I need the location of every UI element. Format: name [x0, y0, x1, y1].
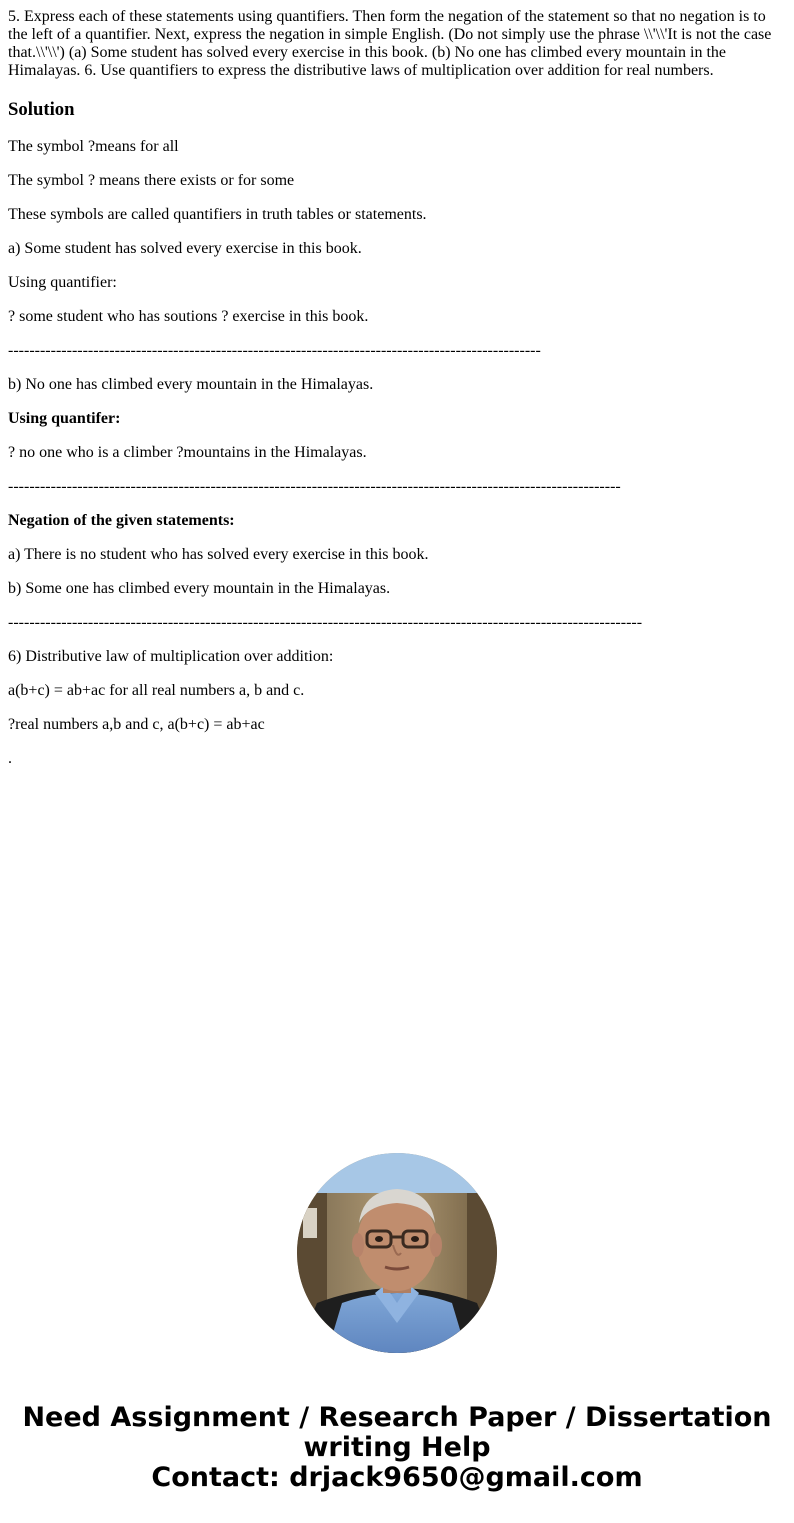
bold-heading: Negation of the given statements: — [8, 512, 235, 529]
solution-heading: Solution — [8, 99, 75, 120]
paragraph: . — [8, 750, 12, 767]
divider-line: ------------------------------------------------------------------------------------------------------------------- — [8, 478, 621, 495]
paragraph: These symbols are called quantifiers in truth tables or statements. — [8, 206, 427, 223]
paragraph: The symbol ?means for all — [8, 138, 179, 155]
paragraph: a) Some student has solved every exercise in this book. — [8, 240, 362, 257]
footer-promo — [0, 1403, 794, 1493]
paragraph: a(b+c) = ab+ac for all real numbers a, b and c. — [8, 682, 305, 699]
paragraph: Using quantifier: — [8, 274, 117, 291]
footer-contact: Contact: drjack9650@gmail.com — [151, 1462, 643, 1493]
paragraph: ?real numbers a,b and c, a(b+c) = ab+ac — [8, 716, 265, 733]
paragraph: a) There is no student who has solved every exercise in this book. — [8, 546, 429, 563]
paragraph: 6) Distributive law of multiplication over addition: — [8, 648, 334, 665]
divider-line: ----------------------------------------------------------------------------------------------------------------------- — [8, 614, 643, 631]
footer-line-1: Need Assignment / Research Paper / Dissertation writing Help — [22, 1402, 772, 1463]
paragraph: b) Some one has climbed every mountain in the Himalayas. — [8, 580, 391, 597]
paragraph: The symbol ? means there exists or for some — [8, 172, 295, 189]
question-text: 5. Express each of these statements using quantifiers. Then form the negation of the statement so that no negation is to the left of a quantifier. Next, express the negation in simple English. (Do not simply use the phrase \\'\\'It is not the case that.\\'\\') (a) Some student has solved every exercise in this book. (b) No one has climbed every mountain in the Himalayas. 6. Use quantifiers to express the distributive laws of multiplication over addition for real numbers. — [8, 8, 772, 79]
avatar — [297, 1153, 497, 1353]
bold-heading: Using quantifer: — [8, 410, 121, 427]
paragraph: b) No one has climbed every mountain in the Himalayas. — [8, 376, 374, 393]
divider-line: ---------------------------------------------------------------------------------------------------- — [8, 342, 541, 359]
paragraph: ? some student who has soutions ? exercise in this book. — [8, 308, 369, 325]
paragraph: ? no one who is a climber ?mountains in the Himalayas. — [8, 444, 367, 461]
avatar-photo — [297, 1153, 497, 1353]
